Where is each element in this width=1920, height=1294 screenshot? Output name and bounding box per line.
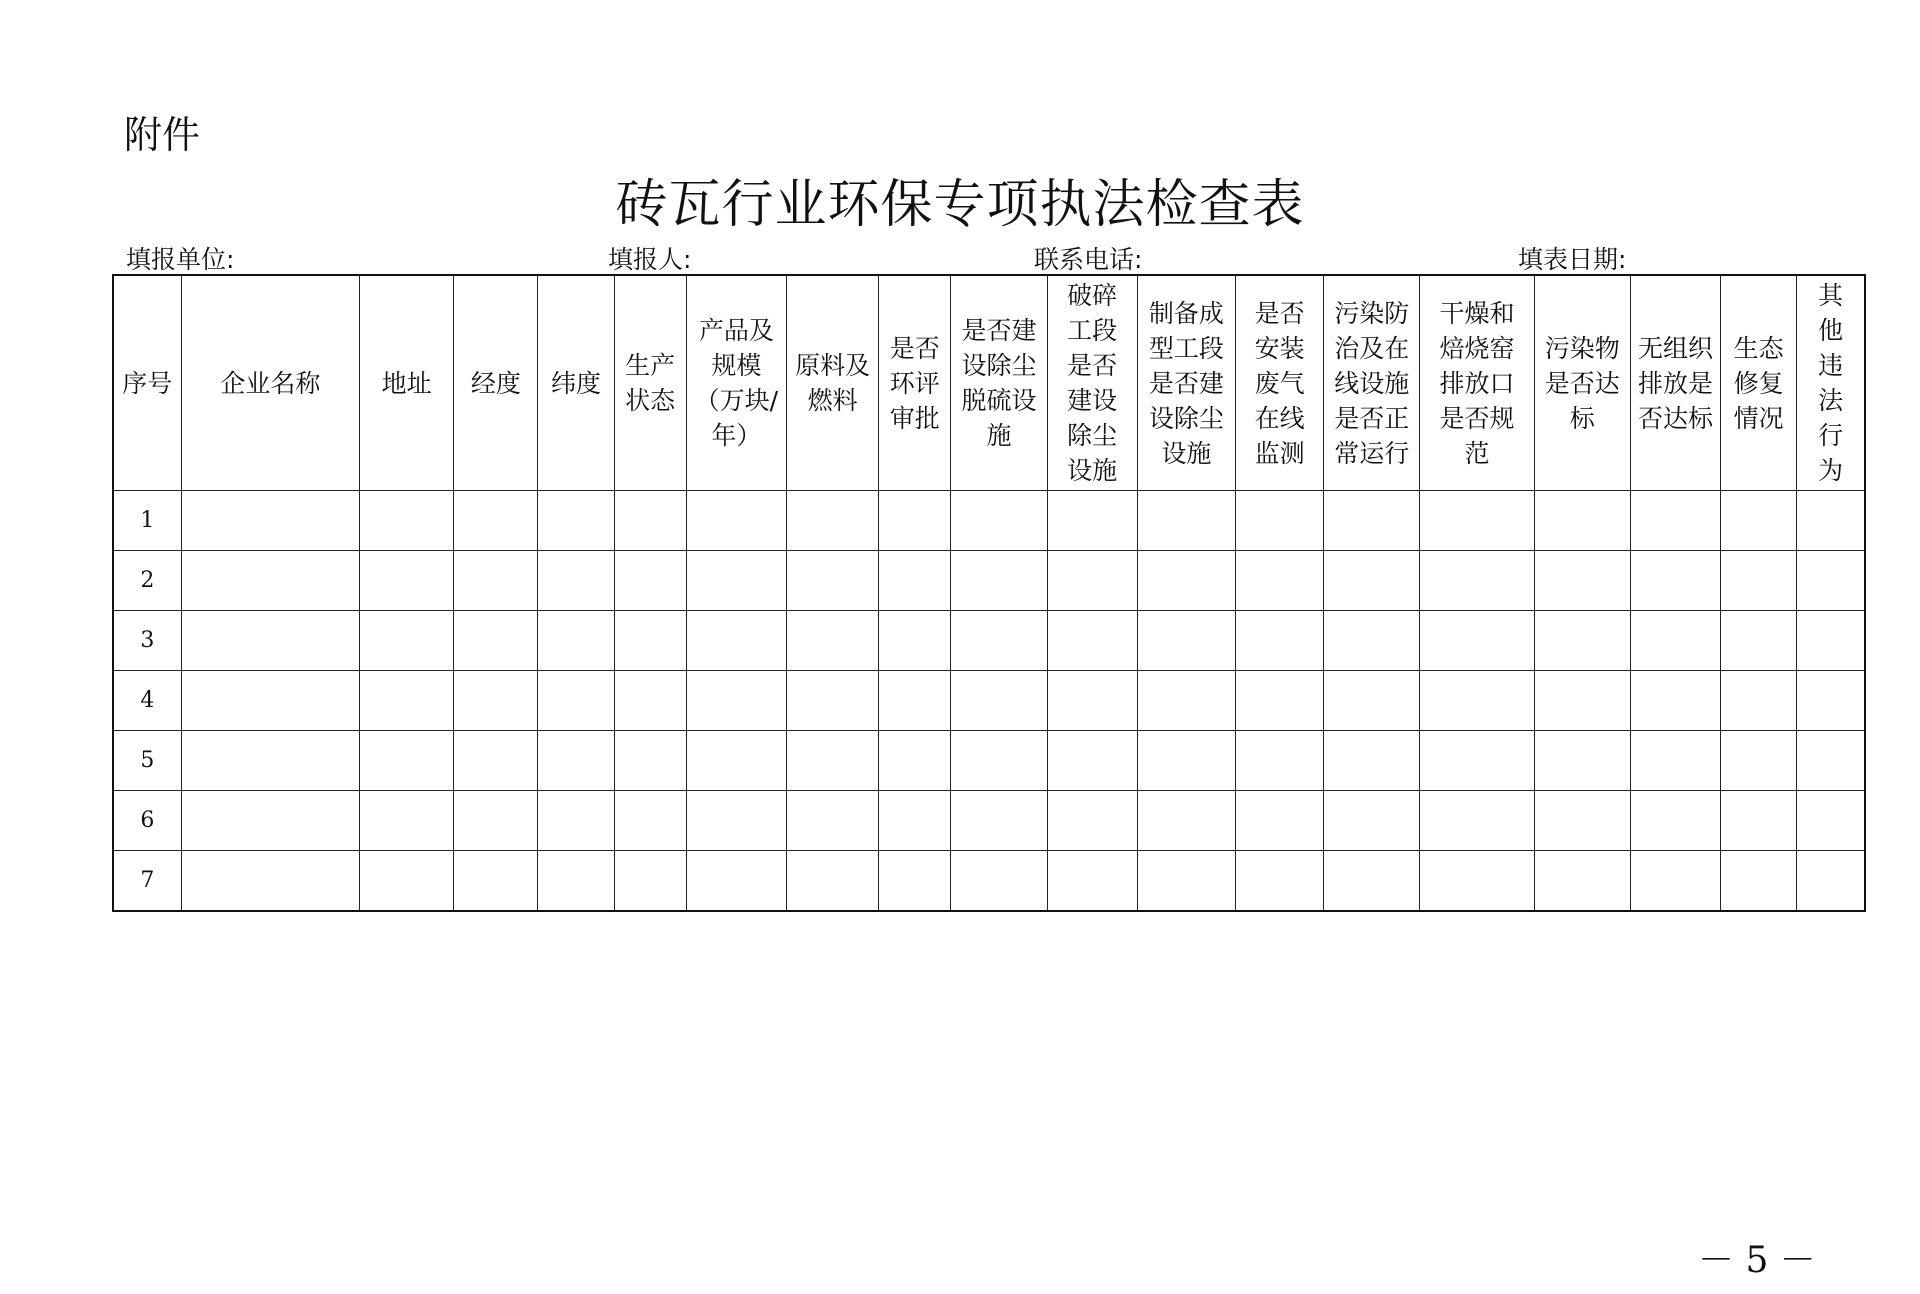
reporting-unit-label: 填报单位: [126,245,235,274]
table-cell [538,671,614,731]
col-header-seq: 序号 [113,275,181,491]
table-cell [1630,551,1720,611]
reporter-label: 填报人: [608,245,692,274]
reporting-unit-field [126,240,244,276]
table-cell [1534,611,1630,671]
table-cell [454,791,538,851]
col-header-ecological-restoration: 生态修复情况 [1721,275,1797,491]
table-cell [454,611,538,671]
table-cell [1797,611,1865,671]
phone-field [1034,240,1152,276]
table-cell [1797,731,1865,791]
table-cell [181,851,359,912]
table-cell [1047,491,1137,551]
table-cell [1047,611,1137,671]
row-seq-cell: 2 [113,551,181,611]
table-cell [1630,851,1720,912]
phone-label: 联系电话: [1034,245,1143,274]
table-cell [360,731,454,791]
table-cell [1137,611,1235,671]
table-cell [786,851,878,912]
table-cell [1324,551,1420,611]
table-cell [454,851,538,912]
col-header-crushing-dust: 破碎工段是否建设除尘设施 [1047,275,1137,491]
table-cell [1797,551,1865,611]
table-cell [1420,491,1534,551]
table-cell [1047,851,1137,912]
table-cell [181,551,359,611]
table-cell [1137,491,1235,551]
table-cell [1047,671,1137,731]
table-cell [1420,611,1534,671]
row-seq-cell: 3 [113,611,181,671]
table-cell [614,851,686,912]
table-cell [1235,491,1323,551]
table-cell [454,551,538,611]
table-header-row [113,275,1865,491]
table-cell [1235,671,1323,731]
col-header-dust-desulfurization: 是否建设除尘脱硫设施 [951,275,1047,491]
table-cell [1721,611,1797,671]
table-row [113,791,1865,851]
table-cell [1534,671,1630,731]
table-cell [538,731,614,791]
row-seq-cell: 4 [113,671,181,731]
table-cell [360,611,454,671]
table-cell [786,791,878,851]
table-cell [1137,791,1235,851]
table-cell [360,851,454,912]
table-cell [686,731,786,791]
table-row [113,491,1865,551]
table-cell [1324,791,1420,851]
table-cell [951,791,1047,851]
table-cell [1797,671,1865,731]
table-cell [951,671,1047,731]
table-cell [538,551,614,611]
table-cell [1324,671,1420,731]
table-cell [1420,551,1534,611]
table-cell [614,791,686,851]
col-header-eia-approval: 是否环评审批 [879,275,951,491]
table-cell [786,491,878,551]
table-cell [879,731,951,791]
table-cell [951,611,1047,671]
table-cell [1235,551,1323,611]
table-cell [1420,731,1534,791]
table-cell [538,611,614,671]
table-cell [951,491,1047,551]
document-title: 砖瓦行业环保专项执法检查表 [615,175,1305,235]
inspection-table [112,274,1866,912]
col-header-pollutant-compliance: 污染物是否达标 [1534,275,1630,491]
table-row [113,671,1865,731]
table-cell [686,611,786,671]
table-cell [360,491,454,551]
table-cell [1721,671,1797,731]
col-header-fugitive-emission: 无组织排放是否达标 [1630,275,1720,491]
col-header-forming-dust: 制备成型工段是否建设除尘设施 [1137,275,1235,491]
table-cell [538,791,614,851]
table-cell [1324,491,1420,551]
table-cell [1235,731,1323,791]
table-cell [614,731,686,791]
table-cell [1534,731,1630,791]
table-cell [686,491,786,551]
table-cell [1534,791,1630,851]
table-cell [360,551,454,611]
table-cell [614,671,686,731]
col-header-company-name: 企业名称 [181,275,359,491]
table-cell [1534,491,1630,551]
table-cell [786,611,878,671]
table-cell [1420,791,1534,851]
table-cell [1137,551,1235,611]
table-body [113,491,1865,912]
table-cell [454,671,538,731]
table-cell [181,491,359,551]
table-cell [181,671,359,731]
table-cell [1721,731,1797,791]
reporter-field [608,240,701,276]
fill-date-label: 填表日期: [1518,245,1627,274]
col-header-product-scale: 产品及规模（万块/年） [686,275,786,491]
table-cell [1137,851,1235,912]
table-cell [1324,731,1420,791]
table-cell [1797,491,1865,551]
col-header-address: 地址 [360,275,454,491]
row-seq-cell: 5 [113,731,181,791]
table-cell [538,491,614,551]
table-cell [1630,611,1720,671]
table-cell [1630,791,1720,851]
table-cell [1630,491,1720,551]
table-cell [360,671,454,731]
table-cell [1630,731,1720,791]
table-cell [1047,551,1137,611]
table-cell [181,731,359,791]
table-cell [786,551,878,611]
table-row [113,731,1865,791]
table-cell [1534,851,1630,912]
table-cell [1797,791,1865,851]
col-header-facility-operation: 污染防治及在线设施是否正常运行 [1324,275,1420,491]
table-cell [879,611,951,671]
col-header-latitude: 纬度 [538,275,614,491]
table-cell [181,611,359,671]
row-seq-cell: 6 [113,791,181,851]
table-cell [1721,851,1797,912]
attachment-label: 附件 [124,113,201,157]
col-header-online-monitoring: 是否安装废气在线监测 [1235,275,1323,491]
fill-date-field [1518,240,1636,276]
table-cell [360,791,454,851]
table-cell [538,851,614,912]
table-cell [686,791,786,851]
table-cell [1324,851,1420,912]
table-cell [454,731,538,791]
col-header-longitude: 经度 [454,275,538,491]
table-cell [951,851,1047,912]
table-cell [1721,791,1797,851]
row-seq-cell: 1 [113,491,181,551]
table-cell [686,671,786,731]
table-cell [1420,851,1534,912]
table-cell [1534,551,1630,611]
table-cell [879,491,951,551]
table-cell [951,551,1047,611]
table-cell [879,791,951,851]
table-cell [951,731,1047,791]
table-row [113,851,1865,912]
table-row [113,551,1865,611]
table-cell [686,851,786,912]
table-cell [1721,491,1797,551]
table-cell [614,611,686,671]
table-cell [614,491,686,551]
table-cell [1324,611,1420,671]
table-cell [1630,671,1720,731]
table-cell [786,731,878,791]
table-cell [1047,791,1137,851]
table-cell [879,671,951,731]
table-cell [1721,551,1797,611]
col-header-other-violations: 其他违法行为 [1797,275,1865,491]
table-cell [1420,671,1534,731]
table-cell [181,791,359,851]
table-cell [879,551,951,611]
table-cell [1797,851,1865,912]
table-cell [1137,671,1235,731]
table-cell [879,851,951,912]
table-cell [686,551,786,611]
table-cell [1235,611,1323,671]
row-seq-cell: 7 [113,851,181,912]
table-cell [1235,851,1323,912]
table-cell [454,491,538,551]
table-cell [1047,731,1137,791]
col-header-materials-fuel: 原料及燃料 [786,275,878,491]
table-cell [1235,791,1323,851]
col-header-production-status: 生产状态 [614,275,686,491]
page-number: － 5 － [1698,1240,1816,1281]
col-header-kiln-outlet: 干燥和焙烧窑排放口是否规范 [1420,275,1534,491]
table-cell [1137,731,1235,791]
table-cell [614,551,686,611]
table-cell [786,671,878,731]
table-row [113,611,1865,671]
